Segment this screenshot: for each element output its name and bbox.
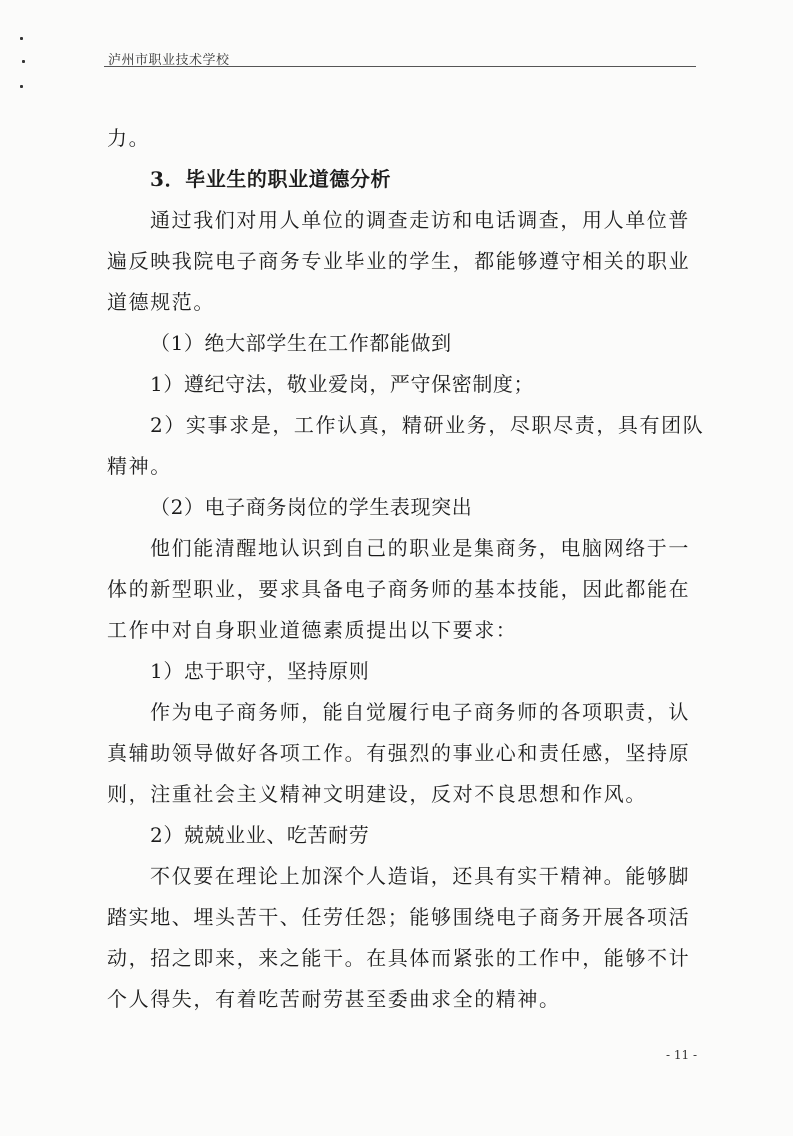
paragraph-line: 道德规范。 — [107, 290, 215, 314]
paragraph-line: 精神。 — [107, 454, 172, 478]
paragraph-line: 则，注重社会主义精神文明建设，反对不良思想和作风。 — [107, 782, 647, 806]
paragraph-line: 力。 — [107, 126, 151, 150]
paragraph-line: 踏实地、埋头苦干、任劳任怨；能够围绕电子商务开展各项活 — [107, 905, 691, 929]
paragraph-line: 体的新型职业，要求具备电子商务师的基本技能，因此都能在 — [107, 577, 691, 601]
list-item-line: 2）实事求是，工作认真，精研业务，尽职尽责，具有团队 — [150, 413, 705, 437]
list-item-line: 1）遵纪守法，敬业爱岗，严守保密制度； — [150, 372, 535, 396]
paragraph-line: 真辅助领导做好各项工作。有强烈的事业心和责任感，坚持原 — [107, 741, 691, 765]
section-heading: 3．毕业生的职业道德分析 — [150, 167, 392, 191]
paragraph-line: 作为电子商务师，能自觉履行电子商务师的各项职责，认 — [150, 700, 690, 724]
page-number: - 11 - — [666, 1048, 698, 1062]
scan-mark — [20, 37, 23, 40]
paragraph-line: 他们能清醒地认识到自己的职业是集商务，电脑网络于一 — [150, 536, 690, 560]
list-item-line: 2）兢兢业业、吃苦耐劳 — [150, 823, 370, 847]
subheading-line: （1）绝大部学生在工作都能做到 — [150, 331, 452, 355]
list-item-line: 1）忠于职守，坚持原则 — [150, 659, 370, 683]
paragraph-line: 工作中对自身职业道德素质提出以下要求： — [107, 618, 518, 642]
scan-mark — [22, 60, 25, 63]
header-rule — [104, 66, 696, 67]
header-school-name: 泸州市职业技术学校 — [108, 53, 230, 68]
paragraph-line: 不仅要在理论上加深个人造诣，还具有实干精神。能够脚 — [150, 864, 690, 888]
paragraph-line: 遍反映我院电子商务专业毕业的学生，都能够遵守相关的职业 — [107, 249, 691, 273]
scan-mark — [20, 85, 23, 88]
paragraph-line: 通过我们对用人单位的调查走访和电话调查，用人单位普 — [150, 208, 690, 232]
paragraph-line: 个人得失，有着吃苦耐劳甚至委曲求全的精神。 — [107, 987, 561, 1011]
subheading-line: （2）电子商务岗位的学生表现突出 — [150, 495, 473, 519]
paragraph-line: 动，招之即来，来之能干。在具体而紧张的工作中，能够不计 — [107, 946, 691, 970]
